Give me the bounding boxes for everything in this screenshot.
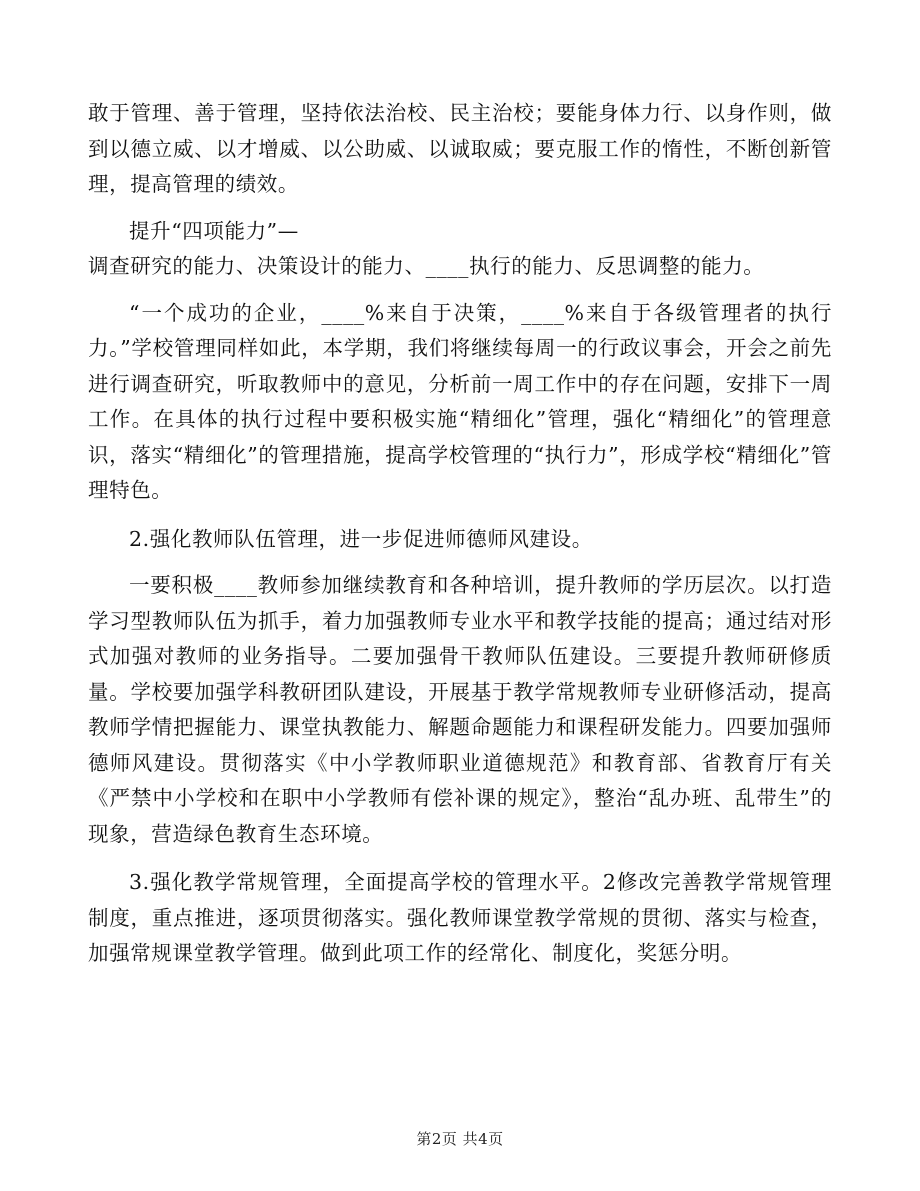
paragraph-four-abilities-list: 调查研究的能力、决策设计的能力、____执行的能力、反思调整的能力。	[88, 254, 765, 278]
paragraph-execution-power: “一个成功的企业，____%来自于决策，____%来自于各级管理者的执行力。”学校管理同样如此，本学期，我们将继续每周一的行政议事会，开会之前先进行调查研究，听取教师中的意见，分析前一周工作中的存在问题，安排下一周工作。在具体的执行过程中要积极实施“精细化”管理，强化“精细化”的管理意识，落实“精细化”的管理措施，提高学校管理的“执行力”，形成学校“精细化”管理特色。	[88, 300, 832, 502]
paragraph-teacher-team: 一要积极____教师参加继续教育和各种培训，提升教师的学历层次。以打造学习型教师队伍为抓手，着力加强教师专业水平和教学技能的提高；通过结对形式加强对教师的业务指导。二要加强骨干教师队伍建设。三要提升教师研修质量。学校要加强学科教研团队建设，开展基于教学常规教师专业研修活动，提高教师学情把握能力、课堂执教能力、解题命题能力和课程研发能力。四要加强师德师风建设。贯彻落实《中小学教师职业道德规范》和教育部、省教育厅有关《严禁中小学校和在职中小学教师有偿补课的规定》，整治“乱办班、乱带生”的现象，营造绿色教育生态环境。	[88, 573, 832, 846]
paragraph-four-abilities-heading: 提升“四项能力”—	[129, 218, 299, 243]
page-number: 第2页 共4页	[416, 1130, 504, 1148]
document-body	[88, 96, 832, 972]
section-heading-teacher-team: 2.强化教师队伍管理，进一步促进师德师风建设。	[129, 526, 593, 551]
paragraph-management-performance: 敢于管理、善于管理，坚持依法治校、民主治校；要能身体力行、以身作则，做到以德立威、以才增威、以公助威、以诚取威；要克服工作的惰性，不断创新管理，提高管理的绩效。	[88, 101, 832, 196]
paragraph-teaching-routine: 3.强化教学常规管理，全面提高学校的管理水平。2修改完善教学常规管理制度，重点推进，逐项贯彻落实。强化教师课堂教学常规的贯彻、落实与检查，加强常规课堂教学管理。做到此项工作的经常化、制度化，奖惩分明。	[88, 870, 832, 965]
